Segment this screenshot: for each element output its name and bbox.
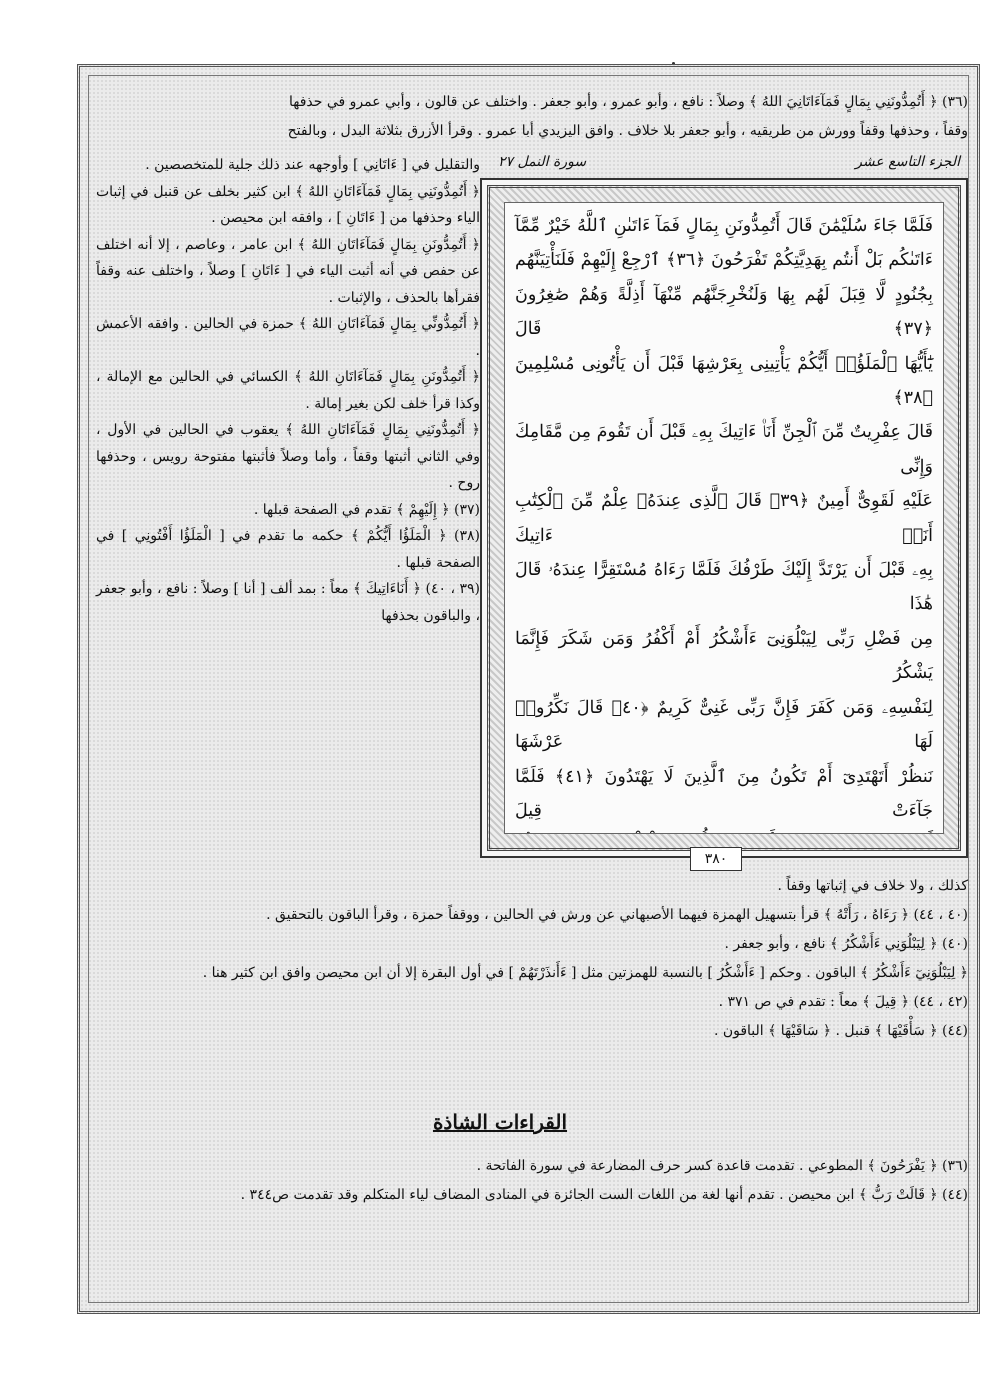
commentary-paragraph: ﴿ أَتُمِدُّونَنِي بِمَالٍ فَمَآءَاتَانِ اللهُ ﴾ ابن كثير بخلف عن قنبل في إثبات الياء وحذفها من [ ءَاتَانِ ] ، وافقه ابن محيصن .: [96, 183, 480, 226]
commentary-paragraph: ﴿ أَتُمِدُّونَنِ بِمَالٍ فَمَآءَاتَانِ اللهُ ﴾ الكسائي في الحالين مع الإمالة ، وكذا قرأ خلف لكن بغير إمالة .: [96, 369, 480, 412]
commentary-paragraph: (٣٩ ، ٤٠) ﴿ أَنَاءَاتِيكَ ﴾ معاً : بمد ألف [ أنا ] وصلاً : نافع ، وأبو جعفر ، والباقون بحذفها: [96, 581, 481, 624]
commentary-paragraph: ﴿ لِيَبْلُوَنِيٓ ءَأَشْكُرُ ﴾ الباقون . وحكم [ ءَأَشْكُرُ ] بالنسبة للهمزتين مثل [ ءَأَنذَرْتَهُمْ ] في أول البقرة إلا أن ابن محيصن وافق ابن كثير هنا .: [202, 965, 968, 981]
commentary-paragraph: (٣٦) ﴿ يَفْرَحُونَ ﴾ المطوعي . تقدمت قاعدة كسر حرف المضارعة في سورة الفاتحة .: [476, 1158, 968, 1174]
commentary-paragraph: (٤٢ ، ٤٤) ﴿ قِيلَ ﴾ معاً : تقدم في ص ٣٧١ .: [718, 994, 968, 1010]
commentary-paragraph: (٤٤) ﴿ سَأْقَيْهَا ﴾ قنبل . ﴿ سَاقَيْهَا ﴾ الباقون .: [713, 1023, 968, 1039]
commentary-paragraph: ﴿ أَتُمِدُّونَنِي بِمَالٍ فَمَآءَاتَانِ اللهُ ﴾ يعقوب في الحالين في الأول ، وفي الثاني أثبتها وقفاً ، وأما وصلاً فأثبتها مفتوحة رويس ، وحذفها روح .: [96, 422, 480, 491]
quran-line: يَٰٓأَيُّهَا ٱلْمَلَؤُا۟ أَيُّكُمْ يَأْتِينِى بِعَرْشِهَا قَبْلَ أَن يَأْتُونِى مُسْلِمِينَ ﴿٣٨﴾: [515, 353, 933, 409]
shadh-commentary: [96, 1152, 968, 1210]
quran-line: مِن فَضْلِ رَبِّى لِيَبْلُوَنِىٓ ءَأَشْكُرُ أَمْ أَكْفُرُ وَمَن شَكَرَ فَإِنَّمَا يَشْكُرُ: [515, 628, 933, 684]
mushaf-header: [488, 152, 964, 176]
header-line: (٣٦) ﴿ أَتُمِدُّونَنِي بِمَالٍ فَمَآءَاتَانِيَ اللهُ ﴾ وصلاً : نافع ، وأبو عمرو ، وأبو جعفر . واختلف عن قالون ، وأبي عمرو في حذفها: [288, 94, 968, 110]
quran-line: قَالَ عِفْرِيتٌ مِّنَ ٱلْجِنِّ أَنَا۠ ءَاتِيكَ بِهِۦ قَبْلَ أَن تَقُومَ مِن مَّقَامِكَ وَإِنِّى: [515, 422, 933, 477]
commentary-paragraph: ﴿ أَتُمِدُّونَنِ بِمَالٍ فَمَآءَاتَانِ اللهُ ﴾ ابن عامر ، وعاصم ، إلا أنه اختلف عن حفص في أنه أثبت الياء في [ ءَاتَانِ ] وصلاً ، واختلف عنه وقفاً فقرأها بالحذف ، والإثبات .: [96, 236, 480, 306]
juz-label: الجزء التاسع عشر: [855, 154, 960, 170]
commentary-paragraph: (٣٨) ﴿ الْمَلَؤُا أَيُّكُمْ ﴾ حكمه ما تقدم في [ الْمَلَؤُا أَفْتُونِي ] في الصفحة قبلها .: [96, 528, 480, 571]
mushaf-text: [504, 202, 944, 834]
quran-line: ءَاتَىٰكُم بَلْ أَنتُم بِهَدِيَّتِكُمْ تَفْرَحُونَ ﴿٣٦﴾ ٱرْجِعْ إِلَيْهِمْ فَلَنَأْتِيَنَّهُم: [515, 250, 933, 271]
header-commentary: [96, 88, 968, 146]
mushaf-panel: [480, 178, 968, 858]
quran-line: عَلَيْهِ لَقَوِىٌّ أَمِينٌ ﴿٣٩﴾ قَالَ ٱلَّذِى عِندَهُۥ عِلْمٌ مِّنَ ٱلْكِتَٰبِ أَنَا۠ ءَاتِيكَ: [515, 491, 933, 546]
page-number: ٣٨٠: [690, 847, 742, 871]
header-line: وقفاً ، وحذفها وقفاً وورش من طريقيه ، وأبو جعفر بلا خلاف . وافق اليزيدي أبا عمرو . وقرأ الأزرق بثلاثة البدل ، وبالفتح: [287, 123, 968, 139]
commentary-paragraph: (٤٠) ﴿ لِيَبْلُوَنِي ءَأَشْكُرُ ﴾ نافع ، وأبو جعفر .: [724, 936, 968, 952]
quran-line: بِهِۦ قَبْلَ أَن يَرْتَدَّ إِلَيْكَ طَرْفُكَ فَلَمَّا رَءَاهُ مُسْتَقِرًّا عِندَهُۥ قَالَ هَٰذَا: [515, 560, 933, 615]
section-title: القراءات الشاذة: [432, 1110, 568, 1134]
commentary-paragraph: (٣٧) ﴿ إِلَيْهِمْ ﴾ تقدم في الصفحة قبلها .: [253, 501, 480, 518]
quran-line: فَلَمَّا جَاءَ سُلَيْمَٰنَ قَالَ أَتُمِدُّونَنِ بِمَالٍ فَمَآ ءَاتَىٰنِ ٱللَّهُ خَيْرٌ مِّمَّآ: [515, 216, 933, 236]
quran-line: لِنَفْسِهِۦ وَمَن كَفَرَ فَإِنَّ رَبِّى غَنِىٌّ كَرِيمٌ ﴿٤٠﴾ قَالَ نَكِّرُوا۟ لَهَا عَرْشَهَا: [515, 697, 933, 753]
commentary-paragraph: (٤٠ ، ٤٤) ﴿ رَءَاهُ ، رَأَتْهُ ﴾ قرأ بتسهيل الهمزة فيهما الأصبهاني عن ورش في الحالين ، ووقفاً حمزة ، وقرأ الباقون بالتحقيق .: [266, 907, 968, 923]
quran-line: [515, 828, 933, 834]
quran-line: بِجُنُودٍ لَّا قِبَلَ لَهُم بِهَا وَلَنُخْرِجَنَّهُم مِّنْهَآ أَذِلَّةً وَهُمْ صَٰغِرُونَ ﴿٣٧﴾ قَالَ: [515, 284, 933, 340]
commentary-paragraph: والتقليل في [ ءَاتَانِي ] وأوجهه عند ذلك جلية للمتخصصين .: [145, 157, 480, 173]
surah-label: سورة النمل ٢٧: [498, 154, 587, 170]
side-commentary: [96, 152, 480, 629]
commentary-paragraph: (٤٤) ﴿ قَالَتْ رَبُّ ﴾ ابن محيصن . تقدم أنها لغة من اللغات الست الجائزة في المنادى المضاف لياء المتكلم وقد تقدمت ص٣٤٤ .: [240, 1187, 968, 1203]
quran-line: نَنظُرْ أَتَهْتَدِىٓ أَمْ تَكُونُ مِنَ ٱلَّذِينَ لَا يَهْتَدُونَ ﴿٤١﴾ فَلَمَّا جَآءَتْ قِيلَ: [515, 766, 933, 821]
commentary-paragraph: ﴿ أَتُمِدُّونِّي بِمَالٍ فَمَآءَاتَانِ اللهُ ﴾ حمزة في الحالين . وافقه الأعمش .: [96, 316, 480, 359]
commentary-paragraph: كذلك ، ولا خلاف في إثباتها وقفاً .: [777, 878, 968, 894]
bottom-commentary: [96, 872, 968, 1046]
